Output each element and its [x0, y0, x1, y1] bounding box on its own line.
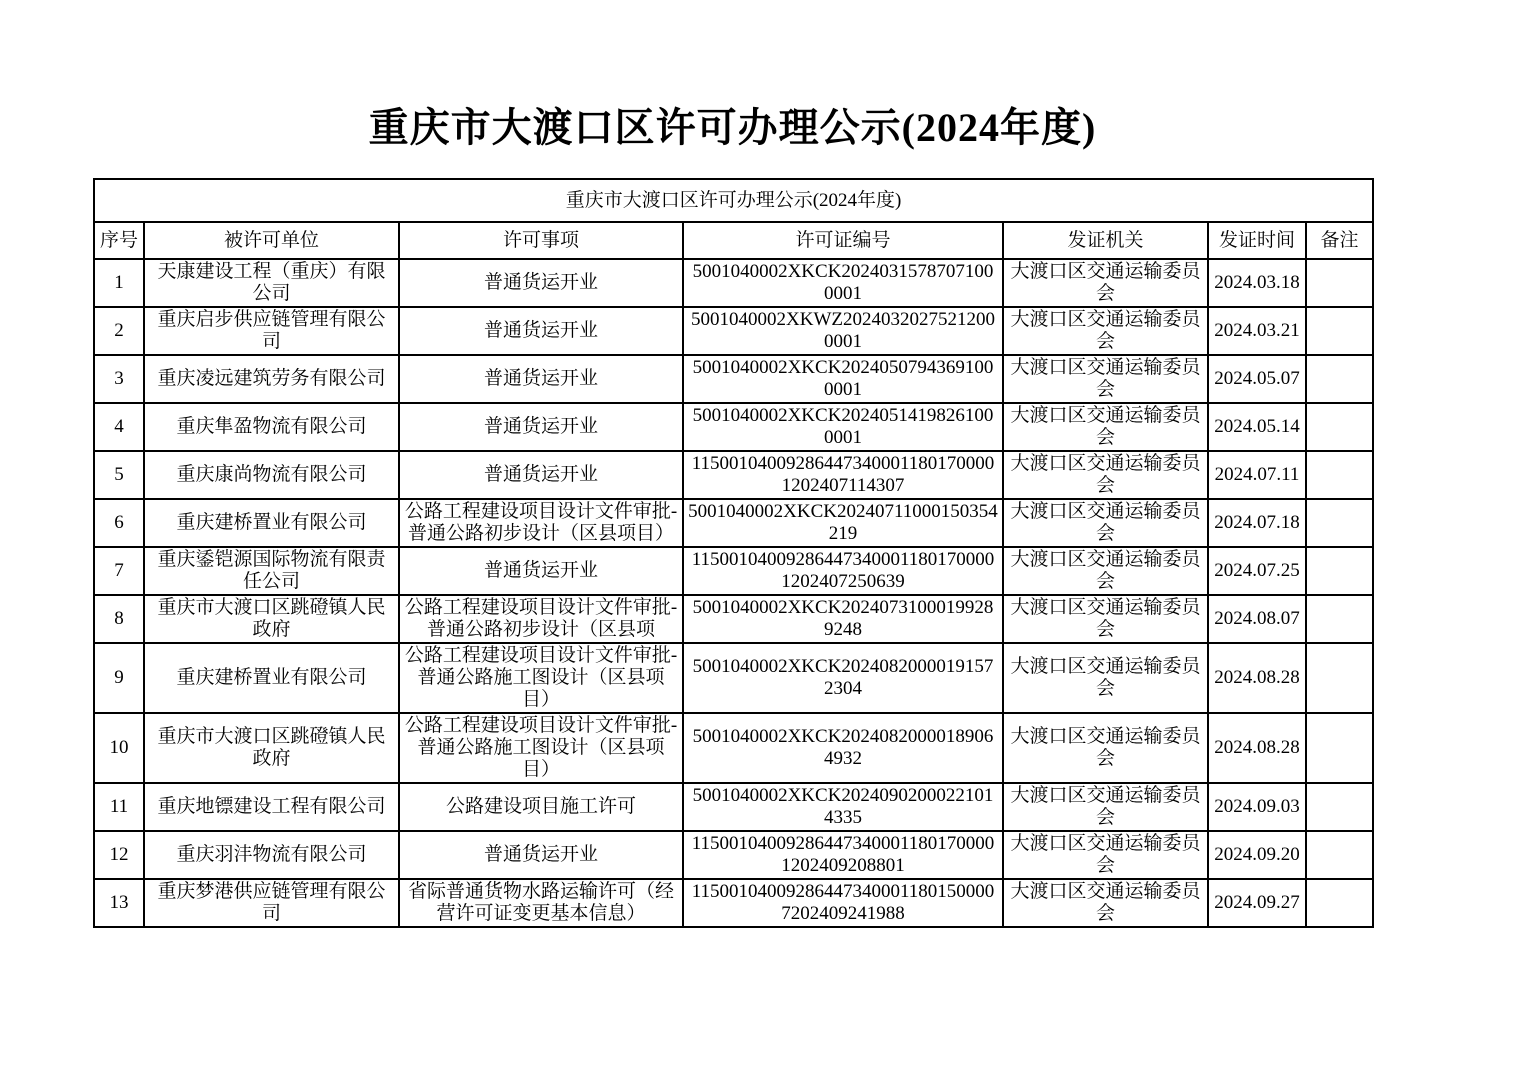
- cell-remark: [1306, 547, 1373, 595]
- cell-item: 公路建设项目施工许可: [399, 783, 683, 831]
- cell-seq: 7: [94, 547, 144, 595]
- cell-remark: [1306, 643, 1373, 713]
- cell-license: 5001040002XKCK20240315787071000001: [683, 259, 1003, 307]
- table-row: [94, 713, 1373, 783]
- cell-seq: 6: [94, 499, 144, 547]
- cell-item: 普通货运开业: [399, 307, 683, 355]
- column-header-seq: 序号: [94, 222, 144, 259]
- table-row: [94, 879, 1373, 927]
- cell-unit: 重庆建桥置业有限公司: [144, 643, 399, 713]
- cell-date: 2024.08.28: [1208, 643, 1306, 713]
- cell-date: 2024.07.18: [1208, 499, 1306, 547]
- cell-remark: [1306, 879, 1373, 927]
- table-row: [94, 403, 1373, 451]
- cell-seq: 11: [94, 783, 144, 831]
- cell-unit: 重庆隼盈物流有限公司: [144, 403, 399, 451]
- cell-date: 2024.09.03: [1208, 783, 1306, 831]
- cell-seq: 12: [94, 831, 144, 879]
- column-header-item: 许可事项: [399, 222, 683, 259]
- cell-unit: 重庆启步供应链管理有限公司: [144, 307, 399, 355]
- cell-item: 普通货运开业: [399, 355, 683, 403]
- cell-license: 115001040092864473400011801700001202409208801: [683, 831, 1003, 879]
- cell-seq: 1: [94, 259, 144, 307]
- table-caption-row: [94, 179, 1373, 222]
- cell-license: 115001040092864473400011801500007202409241988: [683, 879, 1003, 927]
- cell-unit: 重庆梦港供应链管理有限公司: [144, 879, 399, 927]
- cell-item: 普通货运开业: [399, 259, 683, 307]
- cell-license: 115001040092864473400011801700001202407114307: [683, 451, 1003, 499]
- cell-authority: 大渡口区交通运输委员会: [1003, 831, 1208, 879]
- cell-authority: 大渡口区交通运输委员会: [1003, 499, 1208, 547]
- cell-license: 5001040002XKCK20240514198261000001: [683, 403, 1003, 451]
- table-row: [94, 355, 1373, 403]
- cell-date: 2024.05.07: [1208, 355, 1306, 403]
- cell-date: 2024.09.20: [1208, 831, 1306, 879]
- cell-item: 省际普通货物水路运输许可（经营许可证变更基本信息）: [399, 879, 683, 927]
- cell-date: 2024.03.21: [1208, 307, 1306, 355]
- cell-authority: 大渡口区交通运输委员会: [1003, 307, 1208, 355]
- table-row: [94, 307, 1373, 355]
- cell-seq: 9: [94, 643, 144, 713]
- cell-item: 普通货运开业: [399, 831, 683, 879]
- cell-remark: [1306, 307, 1373, 355]
- cell-unit: 重庆康尚物流有限公司: [144, 451, 399, 499]
- table-row: [94, 451, 1373, 499]
- cell-license: 5001040002XKCK20240711000150354219: [683, 499, 1003, 547]
- cell-authority: 大渡口区交通运输委员会: [1003, 403, 1208, 451]
- cell-license: 5001040002XKWZ20240320275212000001: [683, 307, 1003, 355]
- cell-license: 5001040002XKCK20240902000221014335: [683, 783, 1003, 831]
- cell-item: 普通货运开业: [399, 403, 683, 451]
- table-row: [94, 643, 1373, 713]
- cell-authority: 大渡口区交通运输委员会: [1003, 643, 1208, 713]
- cell-seq: 10: [94, 713, 144, 783]
- table-row: [94, 499, 1373, 547]
- cell-date: 2024.07.11: [1208, 451, 1306, 499]
- cell-date: 2024.03.18: [1208, 259, 1306, 307]
- cell-unit: 重庆地镖建设工程有限公司: [144, 783, 399, 831]
- cell-item: 普通货运开业: [399, 547, 683, 595]
- cell-remark: [1306, 403, 1373, 451]
- cell-unit: 重庆鋈铠源国际物流有限责任公司: [144, 547, 399, 595]
- column-header-date: 发证时间: [1208, 222, 1306, 259]
- cell-license: 5001040002XKCK20240820000191572304: [683, 643, 1003, 713]
- document-sheet: [93, 0, 1372, 928]
- cell-license: 5001040002XKCK20240820000189064932: [683, 713, 1003, 783]
- permits-table: [93, 178, 1374, 928]
- column-header-license: 许可证编号: [683, 222, 1003, 259]
- cell-remark: [1306, 259, 1373, 307]
- page-title: 重庆市大渡口区许可办理公示(2024年度): [368, 105, 1097, 150]
- cell-item: 公路工程建设项目设计文件审批-普通公路初步设计（区县项: [399, 595, 683, 643]
- cell-item: 公路工程建设项目设计文件审批-普通公路施工图设计（区县项目）: [399, 643, 683, 713]
- cell-seq: 5: [94, 451, 144, 499]
- cell-seq: 4: [94, 403, 144, 451]
- column-header-unit: 被许可单位: [144, 222, 399, 259]
- cell-date: 2024.08.28: [1208, 713, 1306, 783]
- cell-seq: 2: [94, 307, 144, 355]
- table-row: [94, 595, 1373, 643]
- table-header-row: [94, 222, 1373, 259]
- cell-remark: [1306, 595, 1373, 643]
- cell-seq: 8: [94, 595, 144, 643]
- cell-unit: 重庆羽沣物流有限公司: [144, 831, 399, 879]
- cell-authority: 大渡口区交通运输委员会: [1003, 595, 1208, 643]
- cell-remark: [1306, 831, 1373, 879]
- cell-remark: [1306, 355, 1373, 403]
- cell-item: 公路工程建设项目设计文件审批-普通公路施工图设计（区县项目）: [399, 713, 683, 783]
- cell-authority: 大渡口区交通运输委员会: [1003, 547, 1208, 595]
- table-row: [94, 831, 1373, 879]
- cell-item: 公路工程建设项目设计文件审批-普通公路初步设计（区县项目）: [399, 499, 683, 547]
- cell-authority: 大渡口区交通运输委员会: [1003, 451, 1208, 499]
- cell-authority: 大渡口区交通运输委员会: [1003, 713, 1208, 783]
- cell-date: 2024.09.27: [1208, 879, 1306, 927]
- cell-seq: 13: [94, 879, 144, 927]
- cell-unit: 重庆建桥置业有限公司: [144, 499, 399, 547]
- cell-date: 2024.05.14: [1208, 403, 1306, 451]
- column-header-remark: 备注: [1306, 222, 1373, 259]
- cell-item: 普通货运开业: [399, 451, 683, 499]
- cell-remark: [1306, 451, 1373, 499]
- cell-unit: 重庆市大渡口区跳磴镇人民政府: [144, 713, 399, 783]
- cell-authority: 大渡口区交通运输委员会: [1003, 879, 1208, 927]
- cell-remark: [1306, 499, 1373, 547]
- cell-unit: 重庆市大渡口区跳磴镇人民政府: [144, 595, 399, 643]
- table-row: [94, 547, 1373, 595]
- cell-remark: [1306, 713, 1373, 783]
- cell-license: 5001040002XKCK20240507943691000001: [683, 355, 1003, 403]
- cell-license: 115001040092864473400011801700001202407250639: [683, 547, 1003, 595]
- cell-authority: 大渡口区交通运输委员会: [1003, 259, 1208, 307]
- table-row: [94, 259, 1373, 307]
- table-row: [94, 783, 1373, 831]
- table-caption: 重庆市大渡口区许可办理公示(2024年度): [94, 179, 1373, 222]
- cell-authority: 大渡口区交通运输委员会: [1003, 355, 1208, 403]
- cell-unit: 天康建设工程（重庆）有限公司: [144, 259, 399, 307]
- cell-date: 2024.07.25: [1208, 547, 1306, 595]
- cell-remark: [1306, 783, 1373, 831]
- column-header-authority: 发证机关: [1003, 222, 1208, 259]
- cell-authority: 大渡口区交通运输委员会: [1003, 783, 1208, 831]
- cell-seq: 3: [94, 355, 144, 403]
- cell-license: 5001040002XKCK20240731000199289248: [683, 595, 1003, 643]
- cell-date: 2024.08.07: [1208, 595, 1306, 643]
- cell-unit: 重庆凌远建筑劳务有限公司: [144, 355, 399, 403]
